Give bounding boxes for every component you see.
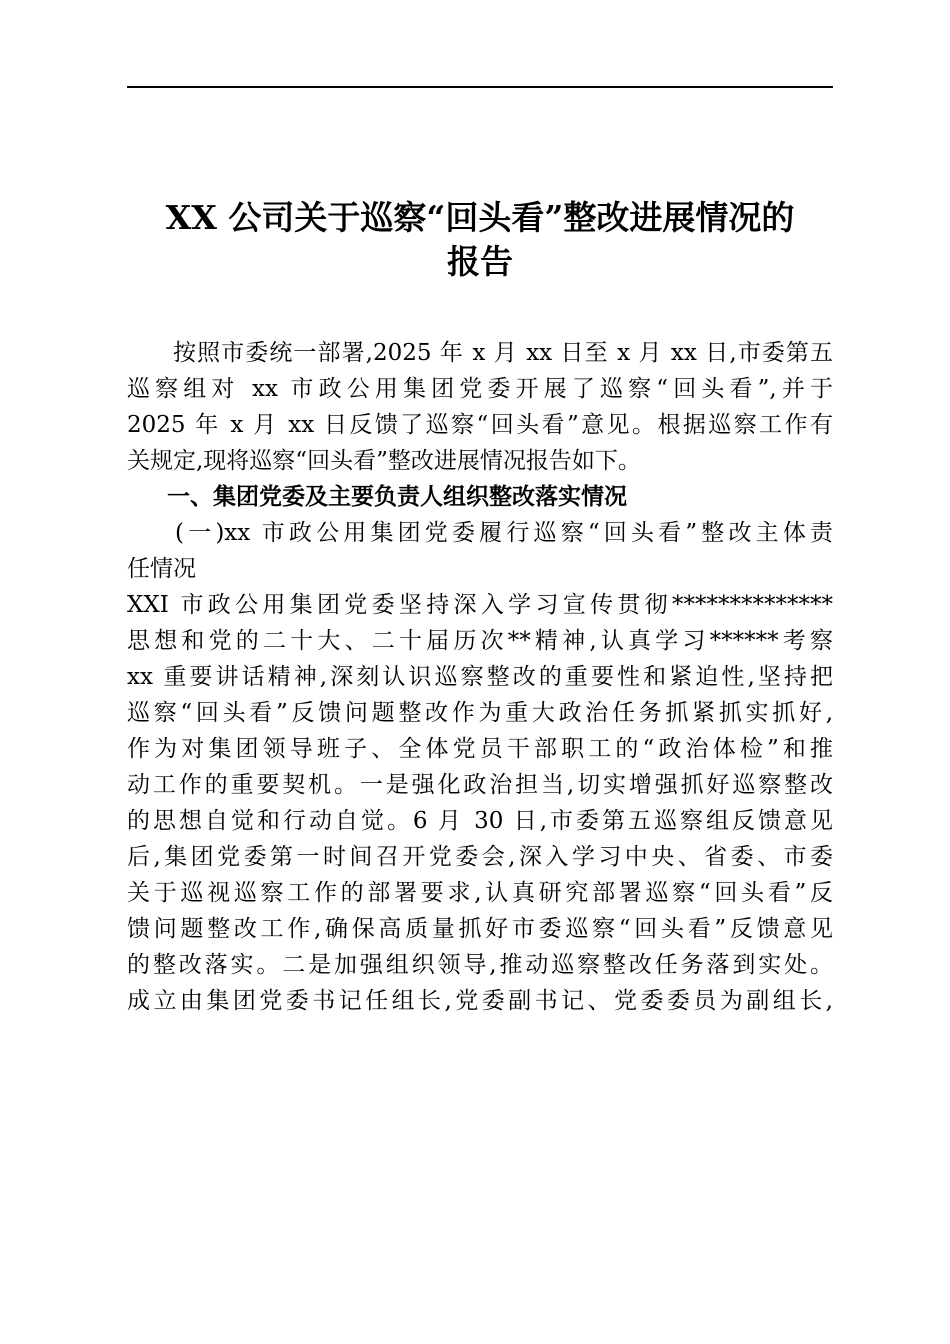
text-line: XXI 市政公用集团党委坚持深入学习宣传贯彻************** xyxy=(127,592,833,618)
text-line: 作为对集团领导班子、全体党员干部职工的“政治体检”和推 xyxy=(127,736,833,762)
paragraph-body xyxy=(127,587,833,1019)
text-line: 的思想自觉和行动自觉。6 月 30 日,市委第五巡察组反馈意见 xyxy=(127,808,833,834)
subheading-line: 任情况 xyxy=(127,556,196,582)
text-line: 关于巡视巡察工作的部署要求,认真研究部署巡察“回头看”反 xyxy=(127,880,833,906)
document-body xyxy=(127,335,833,1019)
text-line: 按照市委统一部署,2025 年 x 月 xx 日至 x 月 xx 日,市委第五 xyxy=(173,340,833,366)
text-line: 馈问题整改工作,确保高质量抓好市委巡察“回头看”反馈意见 xyxy=(127,916,833,942)
text-line: 思想和党的二十大、二十届历次**精神,认真学习******考察 xyxy=(127,628,833,654)
header-rule xyxy=(127,86,833,88)
section-heading: 一、集团党委及主要负责人组织整改落实情况 xyxy=(167,483,627,510)
text-line: xx 重要讲话精神,深刻认识巡察整改的重要性和紧迫性,坚持把 xyxy=(127,664,833,690)
document-title xyxy=(100,196,860,284)
paragraph-intro xyxy=(127,335,833,479)
title-line-1: XX 公司关于巡察“回头看”整改进展情况的 xyxy=(165,198,795,237)
subheading-line: (一)xx 市政公用集团党委履行巡察“回头看”整改主体责 xyxy=(175,520,833,546)
text-line: 2025 年 x 月 xx 日反馈了巡察“回头看”意见。根据巡察工作有 xyxy=(127,412,833,438)
text-line: 动工作的重要契机。一是强化政治担当,切实增强抓好巡察整改 xyxy=(127,772,833,798)
text-line: 成立由集团党委书记任组长,党委副书记、党委委员为副组长, xyxy=(127,988,833,1014)
text-line: 巡察“回头看”反馈问题整改作为重大政治任务抓紧抓实抓好, xyxy=(127,700,833,726)
subheading xyxy=(127,515,833,587)
text-line: 后,集团党委第一时间召开党委会,深入学习中央、省委、市委 xyxy=(127,844,833,870)
text-line: 巡察组对 xx 市政公用集团党委开展了巡察“回头看”,并于 xyxy=(127,376,833,402)
text-line: 的整改落实。二是加强组织领导,推动巡察整改任务落到实处。 xyxy=(127,952,833,978)
text-line: 关规定,现将巡察“回头看”整改进展情况报告如下。 xyxy=(127,448,641,474)
title-line-2: 报告 xyxy=(447,242,513,281)
